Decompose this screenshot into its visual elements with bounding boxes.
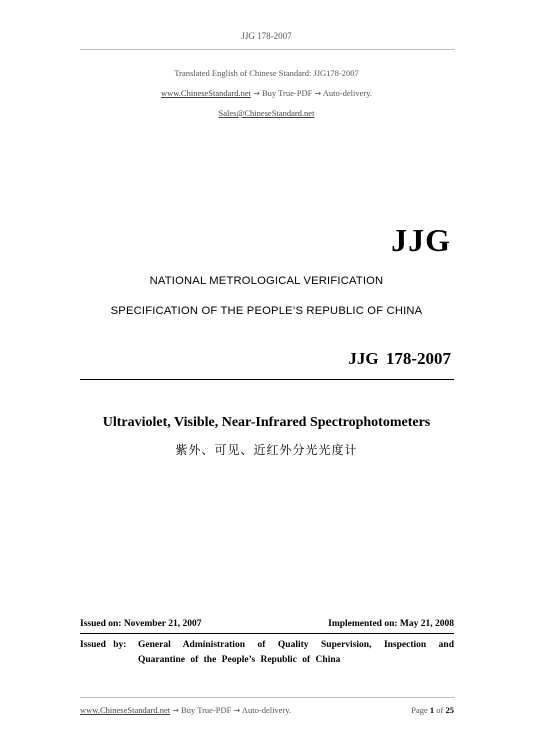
page-total: 25 bbox=[445, 705, 454, 715]
purchase-line bbox=[0, 88, 533, 98]
translation-notice: Translated English of Chinese Standard: JJG178-2007 bbox=[174, 68, 359, 78]
issuing-organization: General Administration of Quality Supervision, Inspection and Quarantine of the People’s Republic of China bbox=[138, 640, 454, 665]
org-line-1: NATIONAL METROLOGICAL VERIFICATION bbox=[149, 275, 384, 287]
title-chinese: 紫外、可见、近红外分光光度计 bbox=[175, 443, 358, 457]
delivery-text: Auto-delivery. bbox=[322, 88, 373, 98]
title-english: Ultraviolet, Visible, Near-Infrared Spectrophotometers bbox=[102, 415, 431, 430]
standard-divider bbox=[80, 379, 454, 380]
footer-divider bbox=[80, 697, 454, 698]
issued-by-label: Issued by: bbox=[80, 640, 127, 650]
arrow-right-icon: → bbox=[314, 89, 322, 98]
header-divider bbox=[80, 49, 454, 50]
arrow-right-icon: → bbox=[253, 89, 260, 98]
arrow-right-icon: → bbox=[172, 706, 179, 715]
page-current: 1 bbox=[429, 705, 435, 715]
running-header: JJG 178-2007 bbox=[241, 31, 292, 41]
jjg-logo: JJG bbox=[391, 222, 451, 258]
website-link[interactable]: www.ChineseStandard.net bbox=[160, 88, 252, 98]
issued-date: Issued on: November 21, 2007 bbox=[80, 619, 202, 629]
standard-number: JJG 178-2007 bbox=[348, 349, 451, 368]
email-line bbox=[0, 108, 533, 118]
buy-text: Buy True-PDF bbox=[262, 88, 313, 98]
arrow-right-icon: → bbox=[233, 706, 241, 715]
footer-delivery-text: Auto-delivery. bbox=[241, 705, 292, 715]
footer-website-link[interactable]: www.ChineseStandard.net bbox=[80, 705, 171, 715]
page-label: Page bbox=[411, 705, 428, 715]
footer-purchase-line bbox=[80, 705, 291, 715]
page-number bbox=[411, 705, 454, 715]
implemented-date: Implemented on: May 21, 2008 bbox=[328, 619, 454, 629]
email-link[interactable]: Sales@ChineseStandard.net bbox=[218, 108, 315, 118]
dates-divider bbox=[80, 633, 454, 634]
page-of: of bbox=[436, 705, 444, 715]
footer-buy-text: Buy True-PDF bbox=[181, 705, 232, 715]
org-line-2: SPECIFICATION OF THE PEOPLE’S REPUBLIC OF CHINA bbox=[110, 305, 423, 317]
